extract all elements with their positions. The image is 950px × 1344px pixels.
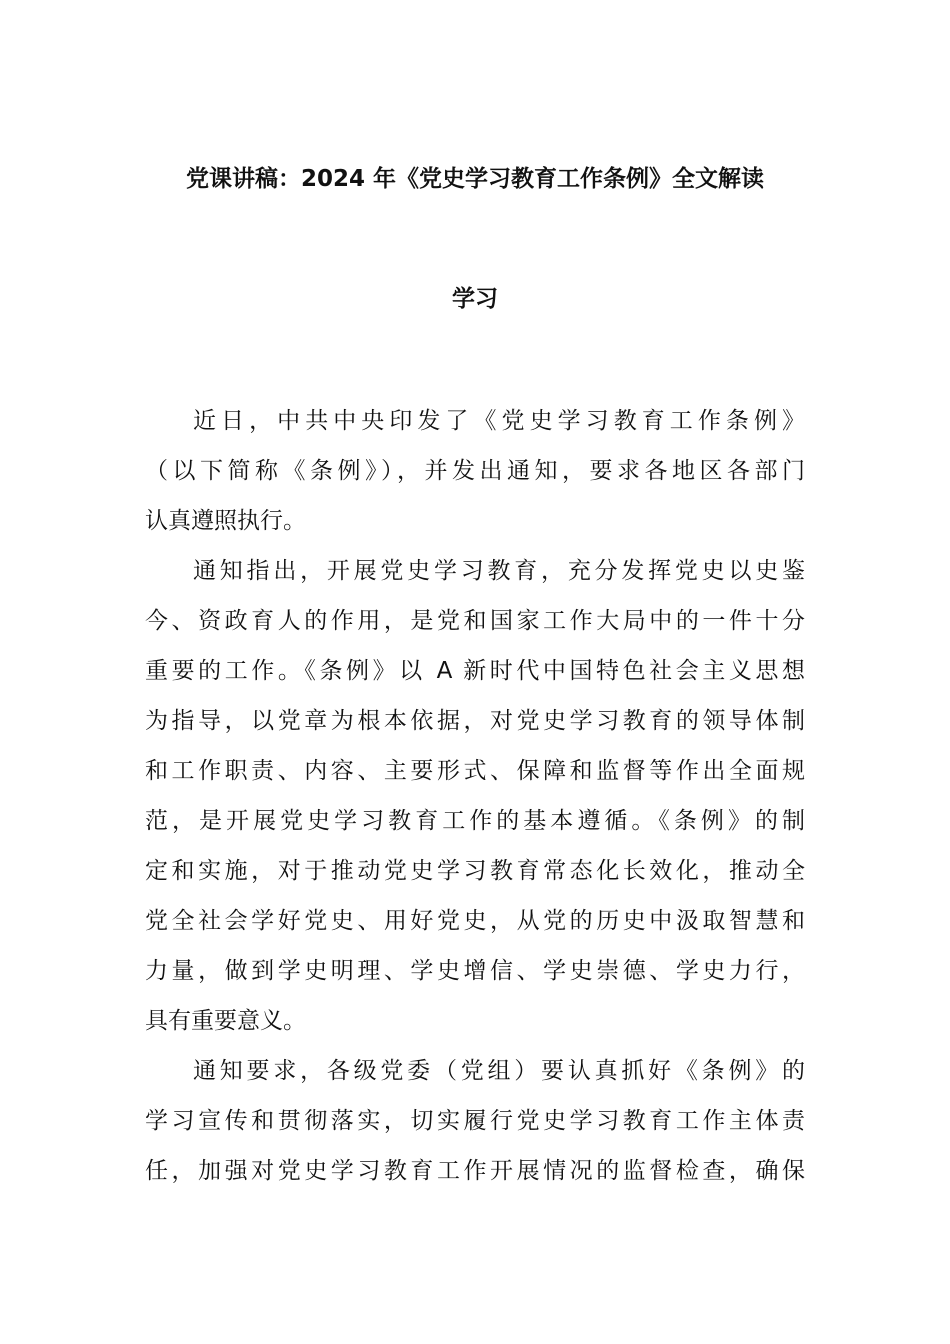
paragraph-line: 任，加强对党史学习教育工作开展情况的监督检查，确保 xyxy=(145,1158,805,1184)
document-body xyxy=(145,404,805,1204)
document-title-line-2: 学习 xyxy=(452,286,498,312)
paragraph-line: 认真遵照执行。 xyxy=(145,508,306,534)
paragraph-line: 范，是开展党史学习教育工作的基本遵循。《条例》的制 xyxy=(145,808,805,834)
document-title-line-1: 党课讲稿：2024 年《党史学习教育工作条例》全文解读 xyxy=(185,166,765,192)
paragraph-3 xyxy=(145,1054,805,1204)
paragraph-line: 重要的工作。《条例》以 A 新时代中国特色社会主义思想 xyxy=(145,658,805,684)
paragraph-line: （以下简称《条例》），并发出通知，要求各地区各部门 xyxy=(145,458,805,484)
paragraph-line: 力量，做到学史明理、学史增信、学史崇德、学史力行， xyxy=(145,958,805,984)
paragraph-line: 学习宣传和贯彻落实，切实履行党史学习教育工作主体责 xyxy=(145,1108,805,1134)
paragraph-line: 党全社会学好党史、用好党史，从党的历史中汲取智慧和 xyxy=(145,908,805,934)
paragraph-line: 和工作职责、内容、主要形式、保障和监督等作出全面规 xyxy=(145,758,805,784)
paragraph-line: 通知要求，各级党委（党组）要认真抓好《条例》的 xyxy=(193,1058,805,1084)
paragraph-line: 今、资政育人的作用，是党和国家工作大局中的一件十分 xyxy=(145,608,805,634)
paragraph-line: 近日，中共中央印发了《党史学习教育工作条例》 xyxy=(193,408,805,434)
paragraph-line: 通知指出，开展党史学习教育，充分发挥党史以史鉴 xyxy=(193,558,805,584)
paragraph-2 xyxy=(145,554,805,1054)
paragraph-line: 具有重要意义。 xyxy=(145,1008,306,1034)
paragraph-line: 为指导，以党章为根本依据，对党史学习教育的领导体制 xyxy=(145,708,805,734)
paragraph-1 xyxy=(145,404,805,554)
paragraph-line: 定和实施，对于推动党史学习教育常态化长效化，推动全 xyxy=(145,858,805,884)
